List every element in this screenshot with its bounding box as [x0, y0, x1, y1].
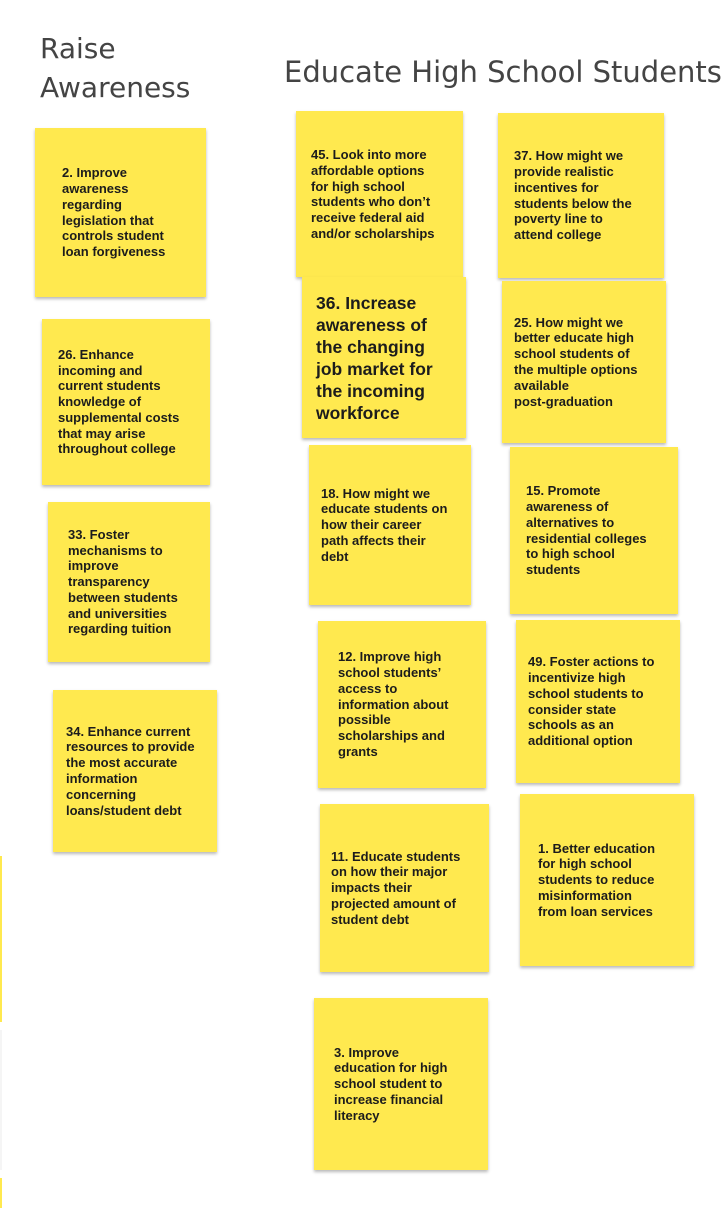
sticky-note-text: 37. How might we provide realistic incentives for students below the poverty line to attend college [514, 148, 632, 243]
column-title-educate-high-school-students: Educate High School Students [284, 55, 722, 89]
sticky-note-25[interactable] [502, 281, 666, 443]
sticky-note-text: 12. Improve high school students’ access to information about possible scholarships and grants [338, 649, 449, 759]
sticky-note-text: 1. Better education for high school students to reduce misinformation from loan services [538, 840, 656, 919]
sticky-note-49[interactable] [516, 620, 680, 783]
sticky-note-12[interactable] [318, 621, 486, 788]
sticky-note-34[interactable] [53, 690, 217, 852]
column-title-raise-awareness: Raise Awareness [40, 32, 191, 104]
sticky-note-45[interactable] [296, 111, 463, 277]
sticky-note-3[interactable] [314, 998, 488, 1170]
sticky-note-text: 34. Enhance current resources to provide the most accurate information concerning loans/student debt [66, 723, 195, 818]
sticky-note-text: 49. Foster actions to incentivize high school students to consider state schools as an additional option [528, 654, 655, 749]
sticky-note-text: 3. Improve education for high school student to increase financial literacy [334, 1044, 448, 1123]
sticky-note-15[interactable] [510, 447, 678, 614]
sticky-note-text: 11. Educate students on how their major impacts their projected amount of student debt [331, 848, 461, 927]
sticky-note-text: 2. Improve awareness regarding legislation that controls student loan forgiveness [62, 165, 166, 260]
sticky-note-text: 15. Promote awareness of alternatives to residential colleges to high school students [526, 483, 647, 578]
sticky-note-36[interactable] [302, 277, 466, 438]
sticky-note-11[interactable] [320, 804, 489, 972]
sticky-note-26[interactable] [42, 319, 210, 485]
offscreen-sticky-note-edge [0, 856, 2, 1022]
sticky-note-37[interactable] [498, 113, 664, 278]
sticky-note-2[interactable] [35, 128, 206, 297]
sticky-note-text: 25. How might we better educate high school students of the multiple options available post-graduation [514, 314, 638, 409]
offscreen-sticky-note-edge [0, 1178, 2, 1208]
offscreen-sticky-note-edge [0, 1030, 2, 1170]
sticky-note-33[interactable] [48, 502, 210, 662]
sticky-note-text: 33. Foster mechanisms to improve transparency between students and universities regarding tuition [68, 526, 178, 637]
sticky-note-text: 26. Enhance incoming and current students knowledge of supplemental costs that may arise throughout college [58, 346, 180, 457]
sticky-note-18[interactable] [309, 445, 471, 605]
sticky-note-text: 18. How might we educate students on how their career path affects their debt [321, 485, 448, 564]
sticky-note-text: 45. Look into more affordable options for high school students who don’t receive federal aid and/or scholarships [311, 147, 435, 241]
sticky-note-text: 36. Increase awareness of the changing job market for the incoming workforce [316, 292, 433, 423]
sticky-note-1[interactable] [520, 794, 694, 966]
